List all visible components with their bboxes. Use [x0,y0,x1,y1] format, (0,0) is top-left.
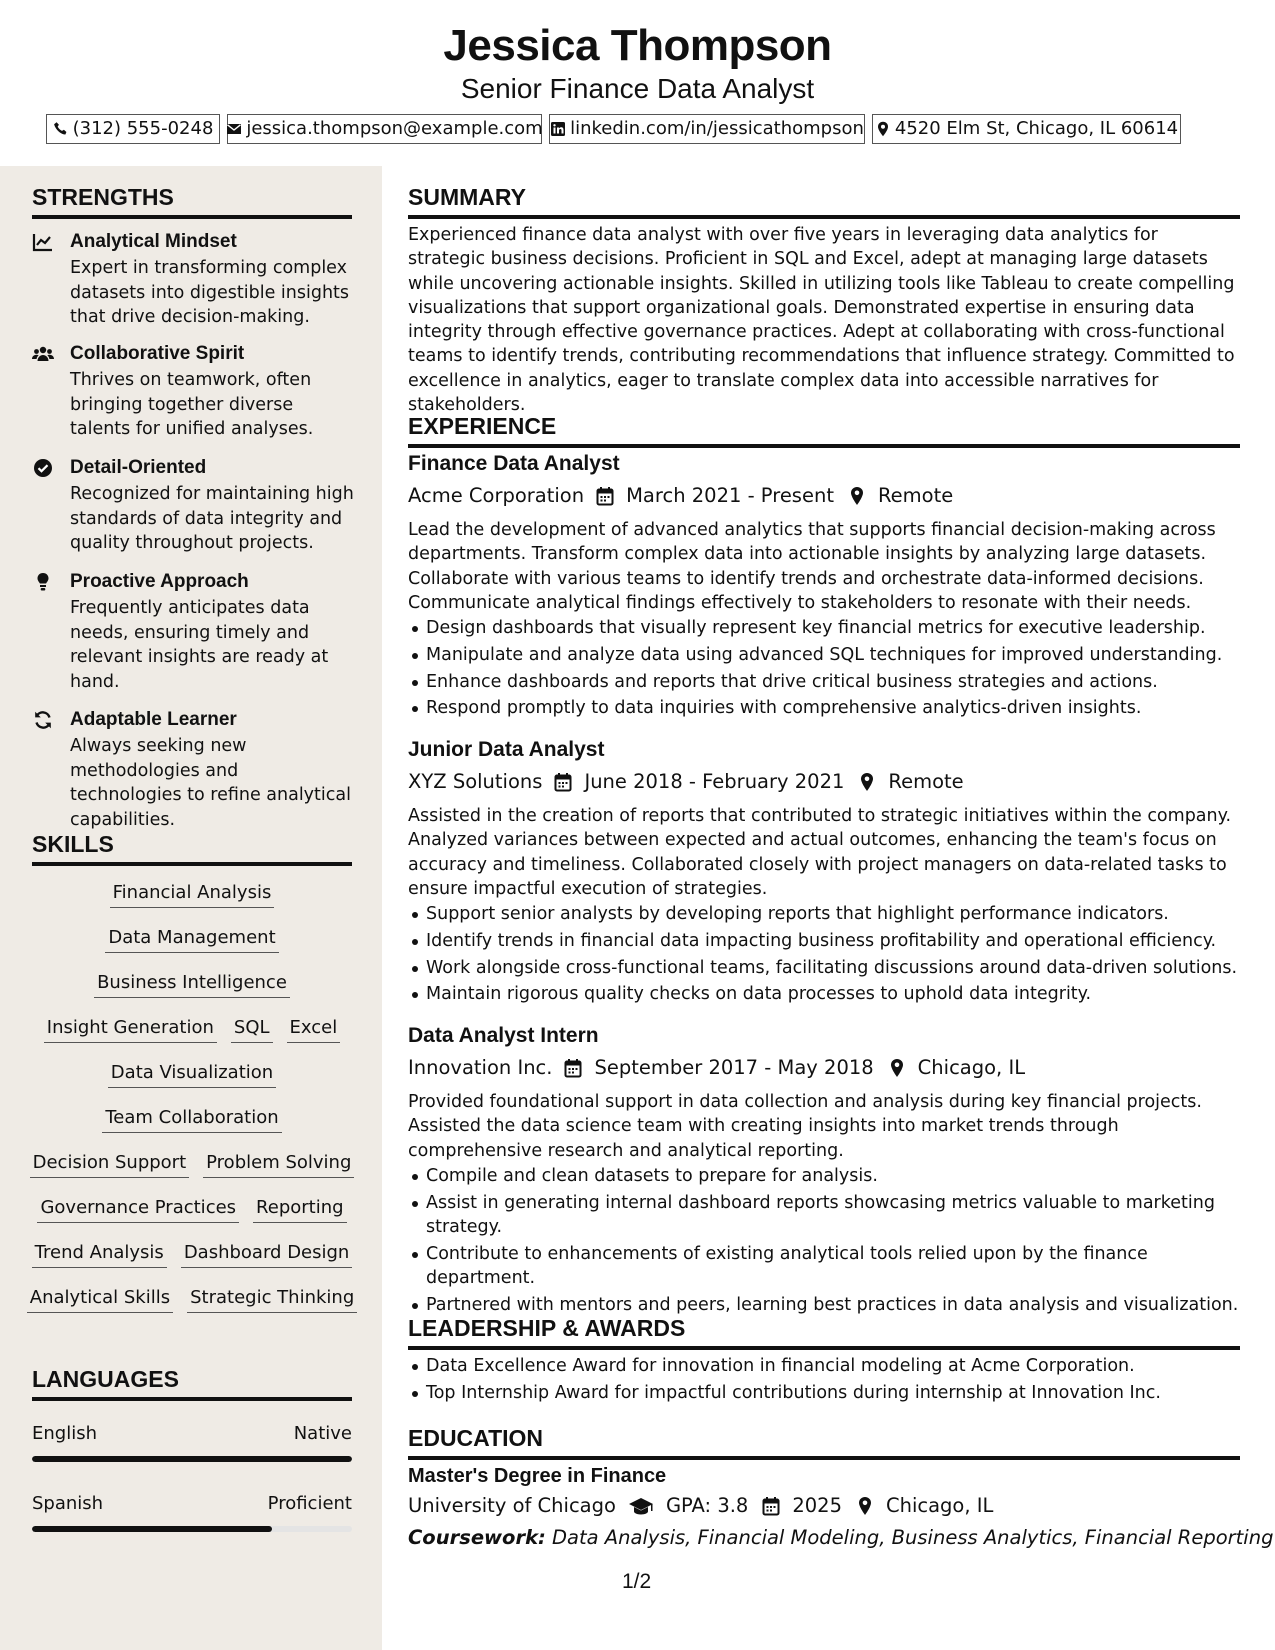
skill-tag: Decision Support [30,1151,190,1178]
skills-row [32,1151,352,1178]
skill-tag: Trend Analysis [32,1241,167,1268]
list-item: Partnered with mentors and peers, learning best practices in data analysis and visualization. [408,1293,1240,1317]
language-bar-fill [32,1526,272,1532]
education-meta [408,1493,993,1519]
skill-tag: Data Management [105,926,278,953]
job-description: Lead the development of advanced analytics that supports financial decision-making across departments. Transform complex data into actionable insights by analyzing large datasets. Collaborate with various teams to identify trends and orchestrate data-informed decisions. Communicate analytical findings effectively to stakeholders to resonate with their needs. [408,520,1216,613]
job-title: Junior Data Analyst [408,738,605,761]
language-name: Spanish [32,1493,104,1514]
strength-title: Collaborative Spirit [70,343,245,364]
skills-row [32,971,352,998]
contact-bar [46,114,1188,144]
awards-list [408,1354,1240,1408]
job-location: Remote [877,484,954,507]
strength-title: Detail-Oriented [70,457,207,478]
phone-icon [53,121,69,137]
skill-tag: Business Intelligence [94,971,290,998]
list-item: Data Excellence Award for innovation in financial modeling at Acme Corporation. [408,1354,1240,1378]
strength-item [32,708,352,830]
skill-tag: Dashboard Design [181,1241,353,1268]
strength-desc: Thrives on teamwork, often bringing together diverse talents for unified analyses. [70,370,314,439]
list-item: Maintain rigorous quality checks on data processes to uphold data integrity. [408,982,1240,1006]
company-name: Acme Corporation [408,484,585,507]
job-bullets [408,902,1240,1009]
skill-tag: Team Collaboration [102,1106,281,1133]
coursework [408,1525,1273,1551]
skill-tag: Financial Analysis [110,881,275,908]
strength-desc: Always seeking new methodologies and technologies to refine analytical capabilities. [70,736,351,830]
skills-row [32,926,352,953]
list-item: Manipulate and analyze data using advanced SQL techniques for improved understanding. [408,643,1240,667]
language-item [32,1492,352,1532]
coursework-label: Coursework: [408,1526,546,1549]
skill-tag: Governance Practices [37,1196,239,1223]
job-dates: September 2017 - May 2018 [594,1056,874,1079]
linkedin-contact[interactable] [549,114,865,144]
summary-heading: SUMMARY [408,183,1240,219]
strength-title: Adaptable Learner [70,709,237,730]
job-meta [408,1055,1025,1081]
language-bar-fill [32,1456,352,1462]
skills-row [32,1241,352,1268]
strength-item [32,342,352,442]
map-marker-icon [875,121,891,137]
strength-desc: Frequently anticipates data needs, ensuring timely and relevant insights are ready at hand. [70,598,329,692]
graduation-cap-icon [628,1496,654,1516]
skill-tag: Insight Generation [44,1016,217,1043]
strength-title: Proactive Approach [70,571,249,592]
skills-row [32,881,352,908]
main-content [408,166,1274,1650]
degree-title: Master's Degree in Finance [408,1465,667,1487]
education-heading: EDUCATION [408,1424,1240,1460]
candidate-title: Senior Finance Data Analyst [460,73,815,104]
language-level: Native [293,1423,352,1444]
company-name: XYZ Solutions [408,770,543,793]
coursework-text: Data Analysis, Financial Modeling, Business Analytics, Financial Reporting [552,1526,1274,1549]
job-bullets [408,1164,1240,1320]
address-text: 4520 Elm St, Chicago, IL 60614 [894,118,1179,139]
skills-row [32,1196,352,1223]
phone-text: (312) 555-0248 [72,118,214,139]
strength-item [32,456,352,556]
skill-tag: Analytical Skills [27,1286,173,1313]
list-item: Design dashboards that visually represent key financial metrics for executive leadership. [408,616,1240,640]
graduation-year: 2025 [792,1494,842,1517]
calendar-icon [564,1058,582,1078]
job-description: Provided foundational support in data collection and analysis during key financial projects. Assisted the data science team with creating insights into market trends through comprehensive research and analytical reporting. [408,1092,1202,1161]
calendar-icon [596,486,614,506]
list-item: Top Internship Award for impactful contributions during internship at Innovation Inc. [408,1381,1240,1405]
skills-row [29,1286,355,1313]
skills-row [32,1061,352,1088]
language-item [32,1422,352,1462]
job-meta [408,769,964,795]
languages-heading: LANGUAGES [32,1365,352,1401]
calendar-icon [762,1496,780,1516]
phone-contact[interactable] [46,114,220,144]
list-item: Work alongside cross-functional teams, facilitating discussions around data-driven solutions. [408,956,1240,980]
map-marker-icon [888,1058,906,1078]
skills-row [32,1106,352,1133]
school-name: University of Chicago [408,1494,616,1517]
job-location: Chicago, IL [917,1056,1026,1079]
strength-title: Analytical Mindset [70,231,237,252]
map-marker-icon [848,486,866,506]
gpa: GPA: 3.8 [665,1494,749,1517]
skills-row [32,1016,352,1043]
calendar-icon [554,772,572,792]
skill-tag: SQL [231,1016,273,1043]
list-item: Respond promptly to data inquiries with comprehensive analytics-driven insights. [408,696,1240,720]
skill-tag: Problem Solving [203,1151,354,1178]
list-item: Support senior analysts by developing reports that highlight performance indicators. [408,902,1240,926]
address-contact [872,114,1181,144]
map-marker-icon [856,1496,874,1516]
sidebar [0,166,382,1650]
email-contact[interactable] [227,114,542,144]
job-title: Finance Data Analyst [408,452,620,475]
skill-tag: Reporting [253,1196,347,1223]
job-title: Data Analyst Intern [408,1024,599,1047]
skills-heading: SKILLS [32,830,352,866]
strength-desc: Recognized for maintaining high standards of data integrity and quality throughout projects. [70,484,354,553]
linkedin-text: linkedin.com/in/jessicathompson [570,118,864,139]
candidate-name: Jessica Thompson [443,21,832,70]
language-level: Proficient [267,1493,352,1514]
check-circle-icon [32,458,54,478]
list-item: Compile and clean datasets to prepare for analysis. [408,1164,1240,1188]
strength-item [32,570,352,694]
envelope-icon [226,121,242,137]
list-item: Contribute to enhancements of existing analytical tools relied upon by the finance department. [408,1242,1240,1291]
job-bullets [408,616,1240,723]
strengths-heading: STRENGTHS [32,183,352,219]
skill-tag: Strategic Thinking [187,1286,357,1313]
chart-line-icon [32,232,54,252]
awards-heading: LEADERSHIP & AWARDS [408,1314,1240,1350]
skill-tag: Data Visualization [108,1061,276,1088]
page-number: 1/2 [622,1570,652,1593]
list-item: Assist in generating internal dashboard reports showcasing metrics valuable to marketing strategy. [408,1191,1240,1240]
job-location: Remote [888,770,964,793]
summary-text: Experienced finance data analyst with over five years in leveraging data analytics for strategic business decisions. Proficient in SQL and Excel, adept at managing large datasets while uncovering actionable insights. Skilled in utilizing tools like Tableau to create compelling visualizations that support organizational goals. Demonstrated expertise in ensuring data integrity through effective governance practices. Adept at collaborating with cross-functional teams to identify trends, contributing recommendations that influence strategy. Committed to excellence in analytics, eager to translate complex data into accessible narratives for stakeholders. [408,225,1235,416]
language-bar [32,1526,352,1532]
list-item: Enhance dashboards and reports that drive critical business strategies and actions. [408,670,1240,694]
strength-item [32,230,352,330]
skill-tag: Excel [287,1016,341,1043]
sync-icon [32,710,54,730]
list-item: Identify trends in financial data impacting business profitability and operational efficiency. [408,929,1240,953]
job-dates: March 2021 - Present [626,484,834,507]
language-name: English [32,1423,97,1444]
email-text: jessica.thompson@example.com [246,118,543,139]
job-meta [408,483,953,509]
school-location: Chicago, IL [885,1494,994,1517]
lightbulb-icon [32,572,54,592]
language-bar [32,1456,352,1462]
experience-heading: EXPERIENCE [408,412,1240,448]
job-description: Assisted in the creation of reports that contributed to strategic initiatives within the company. Analyzed variances between expected and actual outcomes, enhancing the team's focus on accuracy and timeliness. Collaborated closely with project managers on data-related tasks to ensure impactful execution of strategies. [408,806,1232,899]
company-name: Innovation Inc. [408,1056,553,1079]
job-dates: June 2018 - February 2021 [584,770,845,793]
linkedin-icon [550,121,566,137]
resume-header [0,0,1275,160]
users-icon [32,344,54,364]
map-marker-icon [858,772,876,792]
strength-desc: Expert in transforming complex datasets into digestible insights that drive decision-making. [70,258,350,327]
